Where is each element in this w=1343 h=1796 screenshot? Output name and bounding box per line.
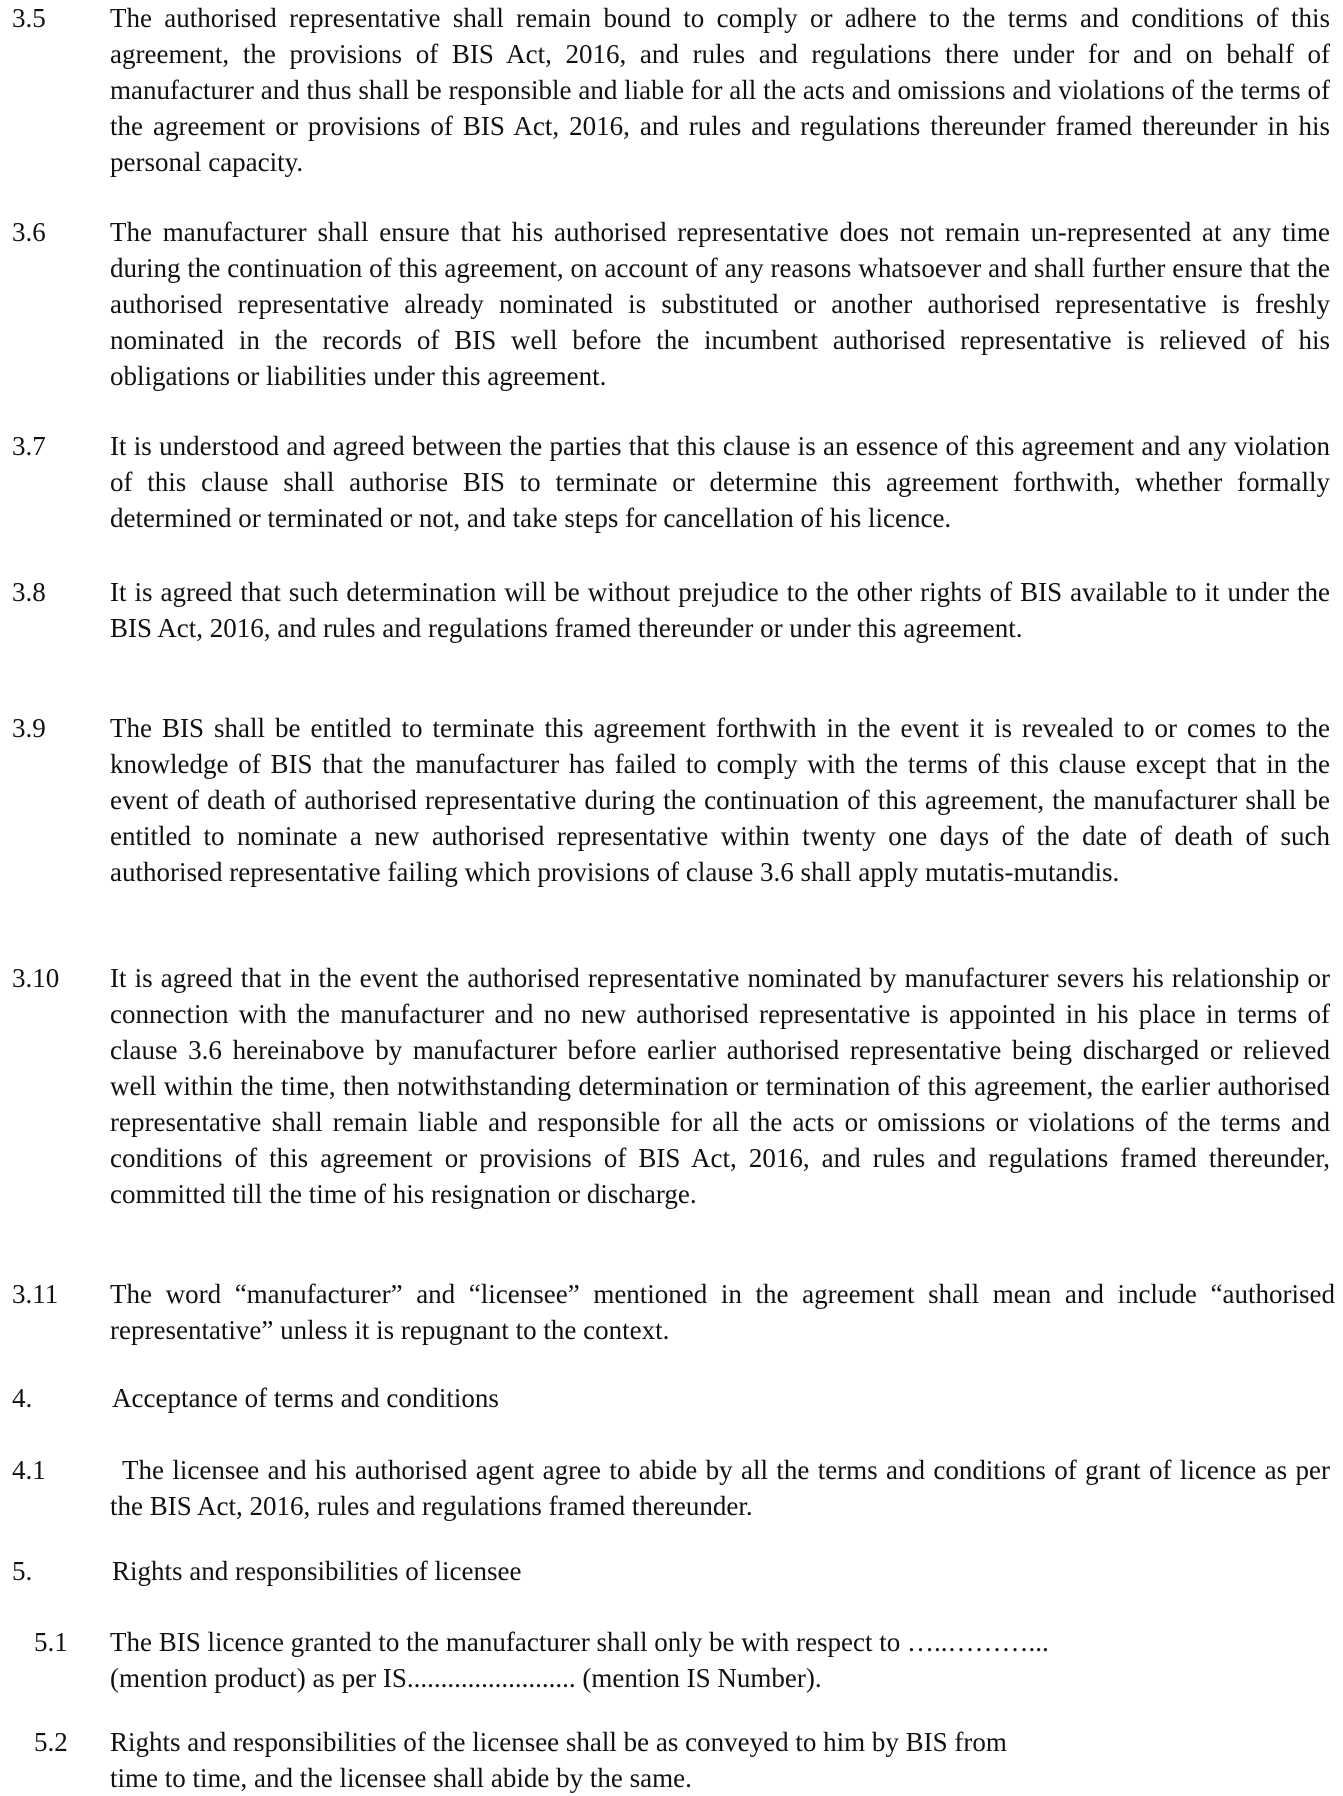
clause-text (110, 1724, 1330, 1796)
clause-text: It is agreed that in the event the authorised representative nominated by manufacturer severs his relationship or connection with the manufacturer and no new authorised representative is appointed in his place in terms of clause 3.6 hereinabove by manufacturer before earlier authorised representative being discharged or relieved well within the time, then notwithstanding determination or termination of this agreement, the earlier authorised representative shall remain liable and responsible for all the acts or omissions or violations of the terms and conditions of this agreement or provisions of BIS Act, 2016, and rules and regulations framed thereunder, committed till the time of his resignation or discharge. (110, 963, 1330, 1209)
clause-text: The manufacturer shall ensure that his authorised representative does not remain un-represented at any time during the continuation of this agreement, on account of any reasons whatsoever and shall further ensure that the authorised representative already nominated is substituted or another authorised representative is freshly nominated in the records of BIS well before the incumbent authorised representative is relieved of his obligations or liabilities under this agreement. (110, 217, 1330, 391)
clause-text: The licensee and his authorised agent agree to abide by all the terms and conditions of grant of licence as per the BIS Act, 2016, rules and regulations framed thereunder. (110, 1455, 1330, 1521)
clause-number: 3.10 (12, 963, 60, 993)
clause-text: The BIS shall be entitled to terminate this agreement forthwith in the event it is revealed to or comes to the knowledge of BIS that the manufacturer has failed to comply with the terms of this clause except that in the event of death of authorised representative during the continuation of this agreement, the manufacturer shall be entitled to nominate a new authorised representative within twenty one days of the date of death of such authorised representative failing which provisions of clause 3.6 shall apply mutatis-mutandis. (110, 713, 1330, 887)
clause-number: 5.2 (34, 1727, 68, 1757)
clause-text-line: Rights and responsibilities of the licensee shall be as conveyed to him by BIS from (110, 1727, 1007, 1757)
clause-text-line: time to time, and the licensee shall abide by the same. (110, 1763, 692, 1793)
clause-text: The word “manufacturer” and “licensee” mentioned in the agreement shall mean and include “authorised representative” unless it is repugnant to the context. (110, 1279, 1335, 1345)
clause-text: The authorised representative shall remain bound to comply or adhere to the terms and conditions of this agreement, the provisions of BIS Act, 2016, and rules and regulations there under for and on behalf of manufacturer and thus shall be responsible and liable for all the acts and omissions and violations of the terms of the agreement or provisions of BIS Act, 2016, and rules and regulations thereunder framed thereunder in his personal capacity. (110, 3, 1330, 177)
clause-text: It is agreed that such determination will be without prejudice to the other rights of BIS available to it under the BIS Act, 2016, and rules and regulations framed thereunder or under this agreement. (110, 577, 1330, 643)
clause-number: 3.8 (12, 577, 46, 607)
clause-number: 3.6 (12, 217, 46, 247)
section-heading: Acceptance of terms and conditions (112, 1383, 499, 1413)
clause-number: 3.7 (12, 431, 46, 461)
clause-number: 3.11 (12, 1279, 59, 1309)
clause-text-line: (mention product) as per IS......................... (mention IS Number). (110, 1663, 822, 1693)
clause-number: 4.1 (12, 1455, 46, 1485)
clause-text-line: The BIS licence granted to the manufacturer shall only be with respect to …..………... (110, 1627, 1049, 1657)
section-number: 4. (12, 1383, 33, 1413)
clause-text: It is understood and agreed between the parties that this clause is an essence of this agreement and any violation of this clause shall authorise BIS to terminate or determine this agreement forthwith, whether formally determined or terminated or not, and take steps for cancellation of his licence. (110, 431, 1330, 533)
section-number: 5. (12, 1556, 33, 1586)
section-heading: Rights and responsibilities of licensee (112, 1556, 522, 1586)
clause-text (110, 1624, 1330, 1696)
clause-number: 3.5 (12, 3, 46, 33)
clause-number: 3.9 (12, 713, 46, 743)
clause-number: 5.1 (34, 1627, 68, 1657)
